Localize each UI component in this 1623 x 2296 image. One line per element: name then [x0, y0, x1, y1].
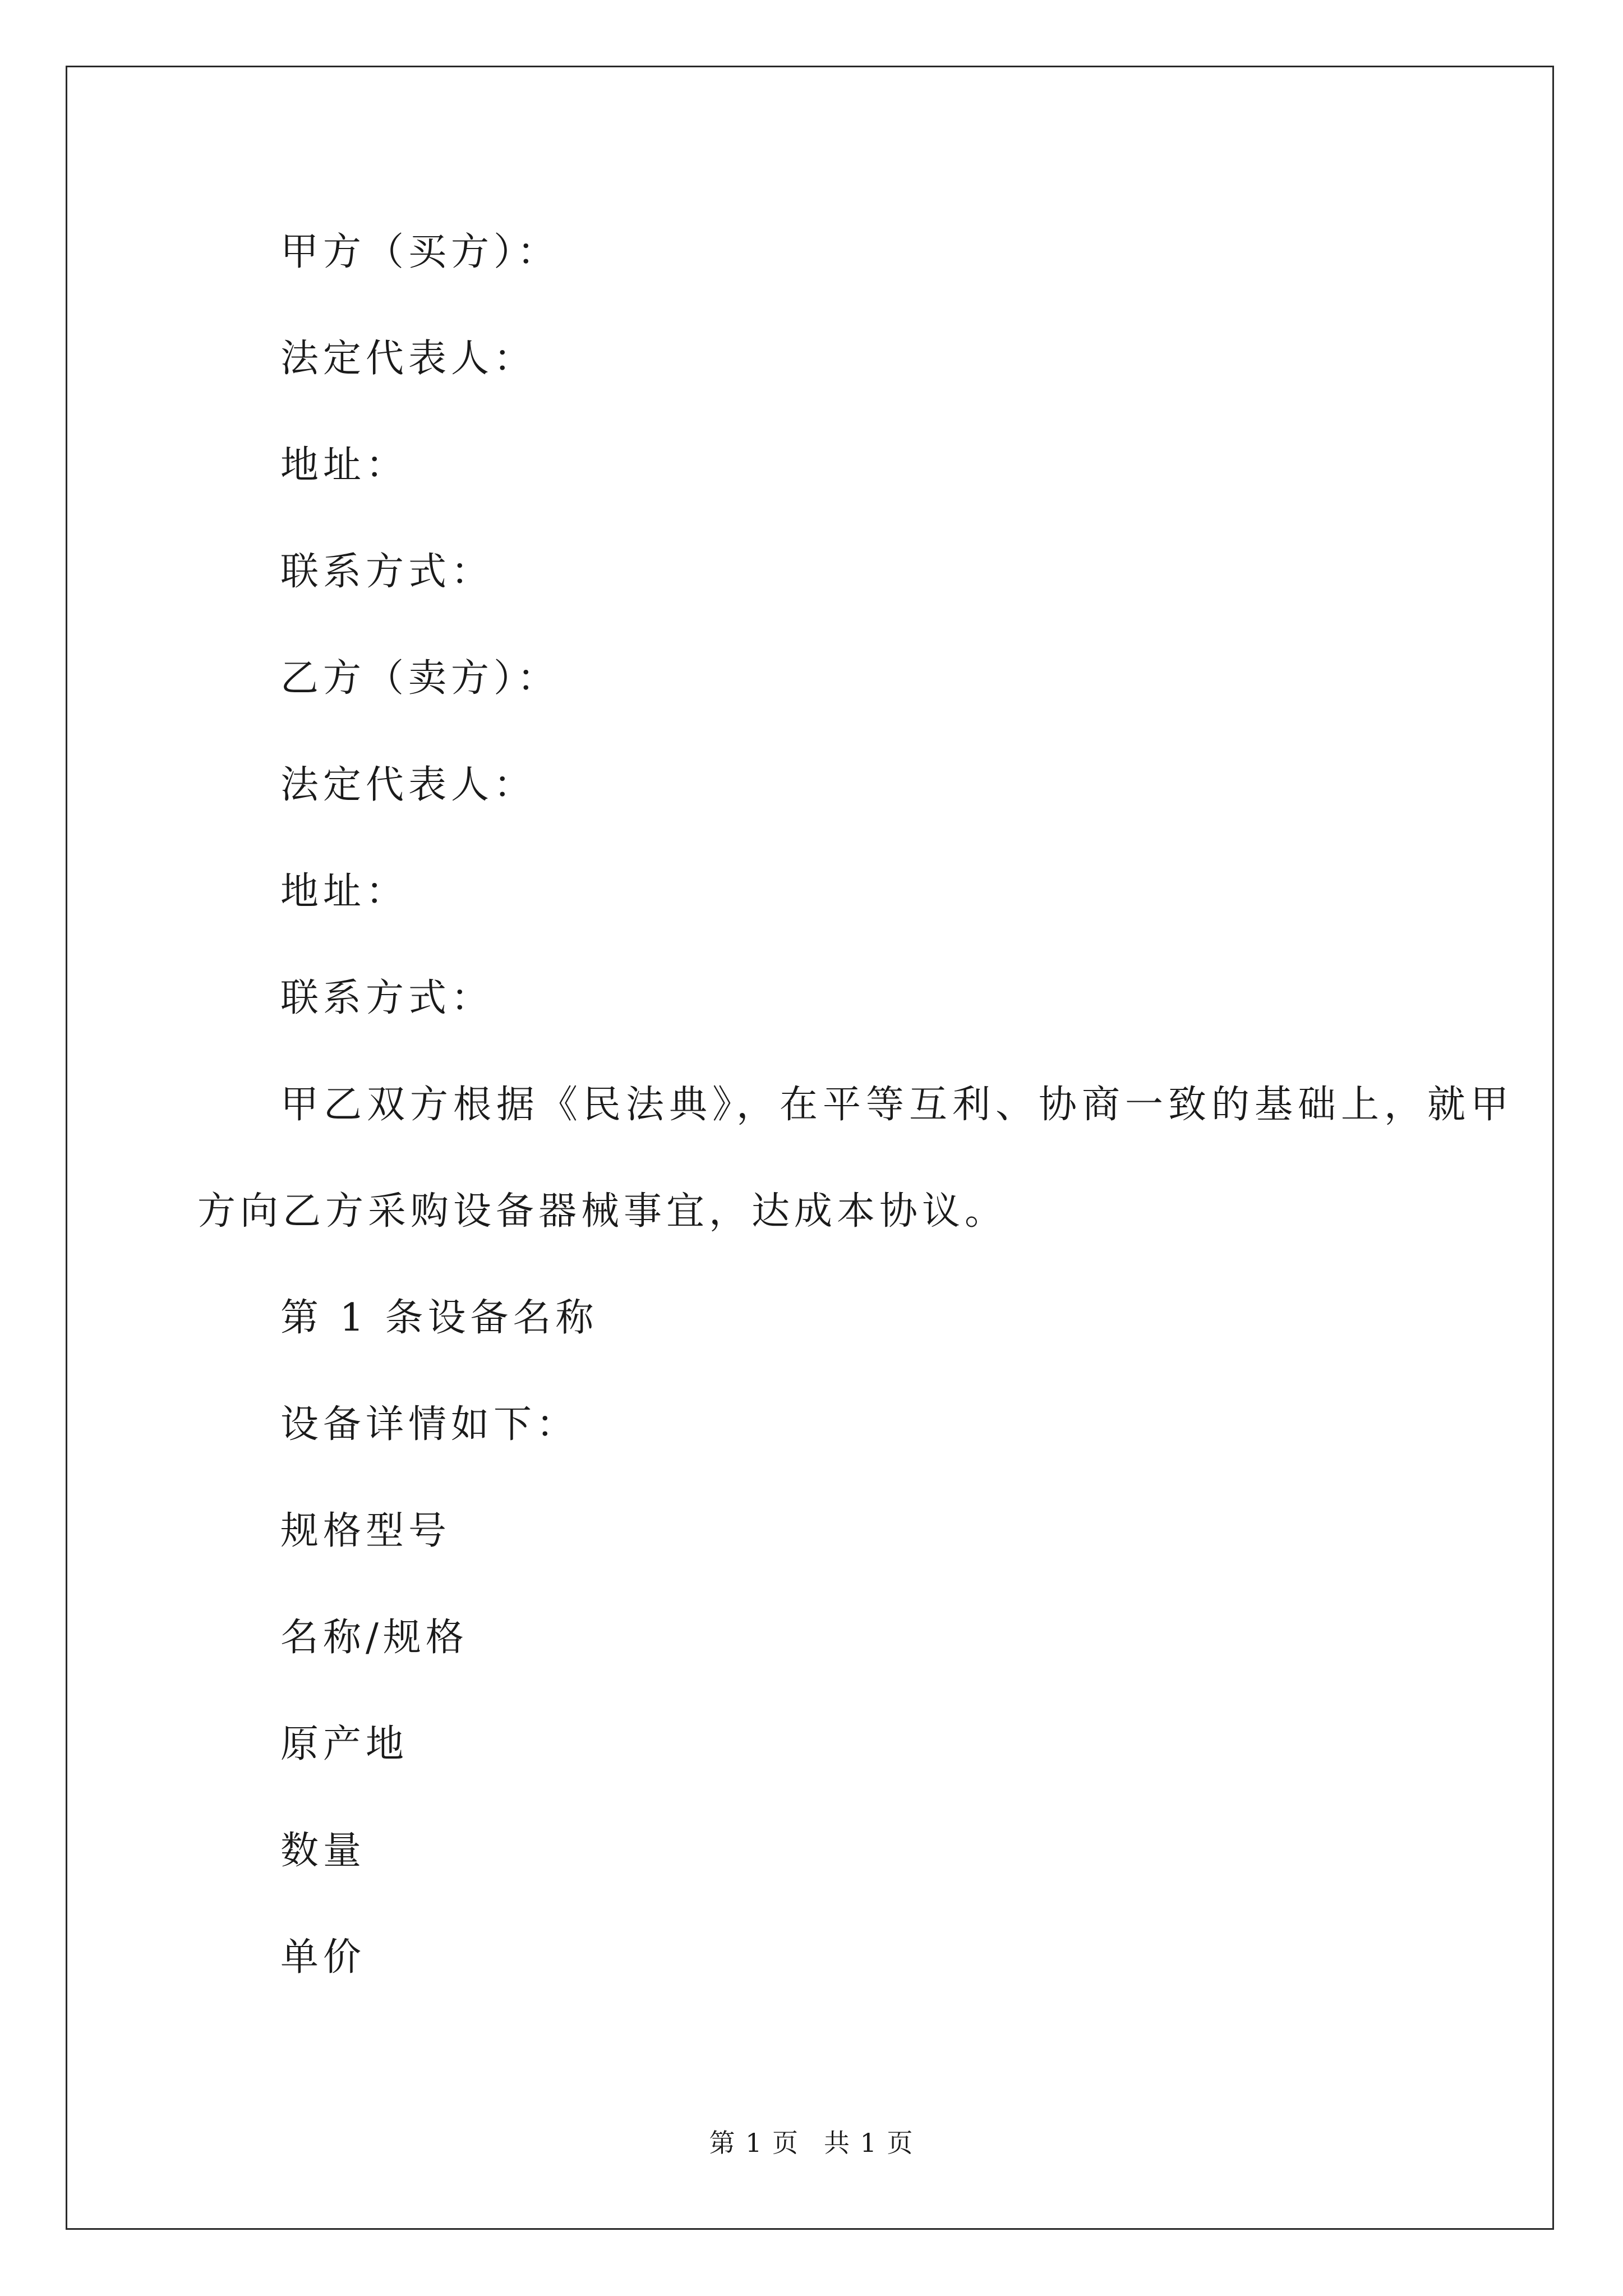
buyer-address-label: 地址：: [280, 443, 409, 487]
seller-label: 乙方（卖方）：: [280, 656, 560, 701]
field-origin: 原产地: [280, 1722, 409, 1766]
buyer-contact-label: 联系方式：: [280, 550, 494, 594]
buyer-representative-label: 法定代表人：: [280, 337, 537, 381]
intro-paragraph-line-2: 方向乙方采购设备器械事宜，达成本协议。: [197, 1189, 1008, 1234]
field-unit-price: 单价: [280, 1935, 366, 1980]
seller-address-label: 地址：: [280, 869, 409, 914]
page-footer: [0, 2126, 1623, 2160]
buyer-label: 甲方（买方）：: [280, 230, 560, 274]
seller-contact-label: 联系方式：: [280, 976, 494, 1020]
intro-paragraph-line-1: 甲乙双方根据《民法典》，在平等互利、协商一致的基础上，就甲: [280, 1083, 1514, 1127]
article-1-title: 第 1 条设备名称: [280, 1296, 598, 1340]
page-number-current: 第 1 页: [709, 2128, 799, 2158]
field-quantity: 数量: [280, 1829, 366, 1873]
page-number-total: 共 1 页: [824, 2128, 914, 2158]
seller-representative-label: 法定代表人：: [280, 763, 537, 807]
details-intro: 设备详情如下：: [280, 1402, 579, 1447]
field-name-spec: 名称/规格: [280, 1616, 468, 1660]
field-model: 规格型号: [280, 1509, 451, 1553]
